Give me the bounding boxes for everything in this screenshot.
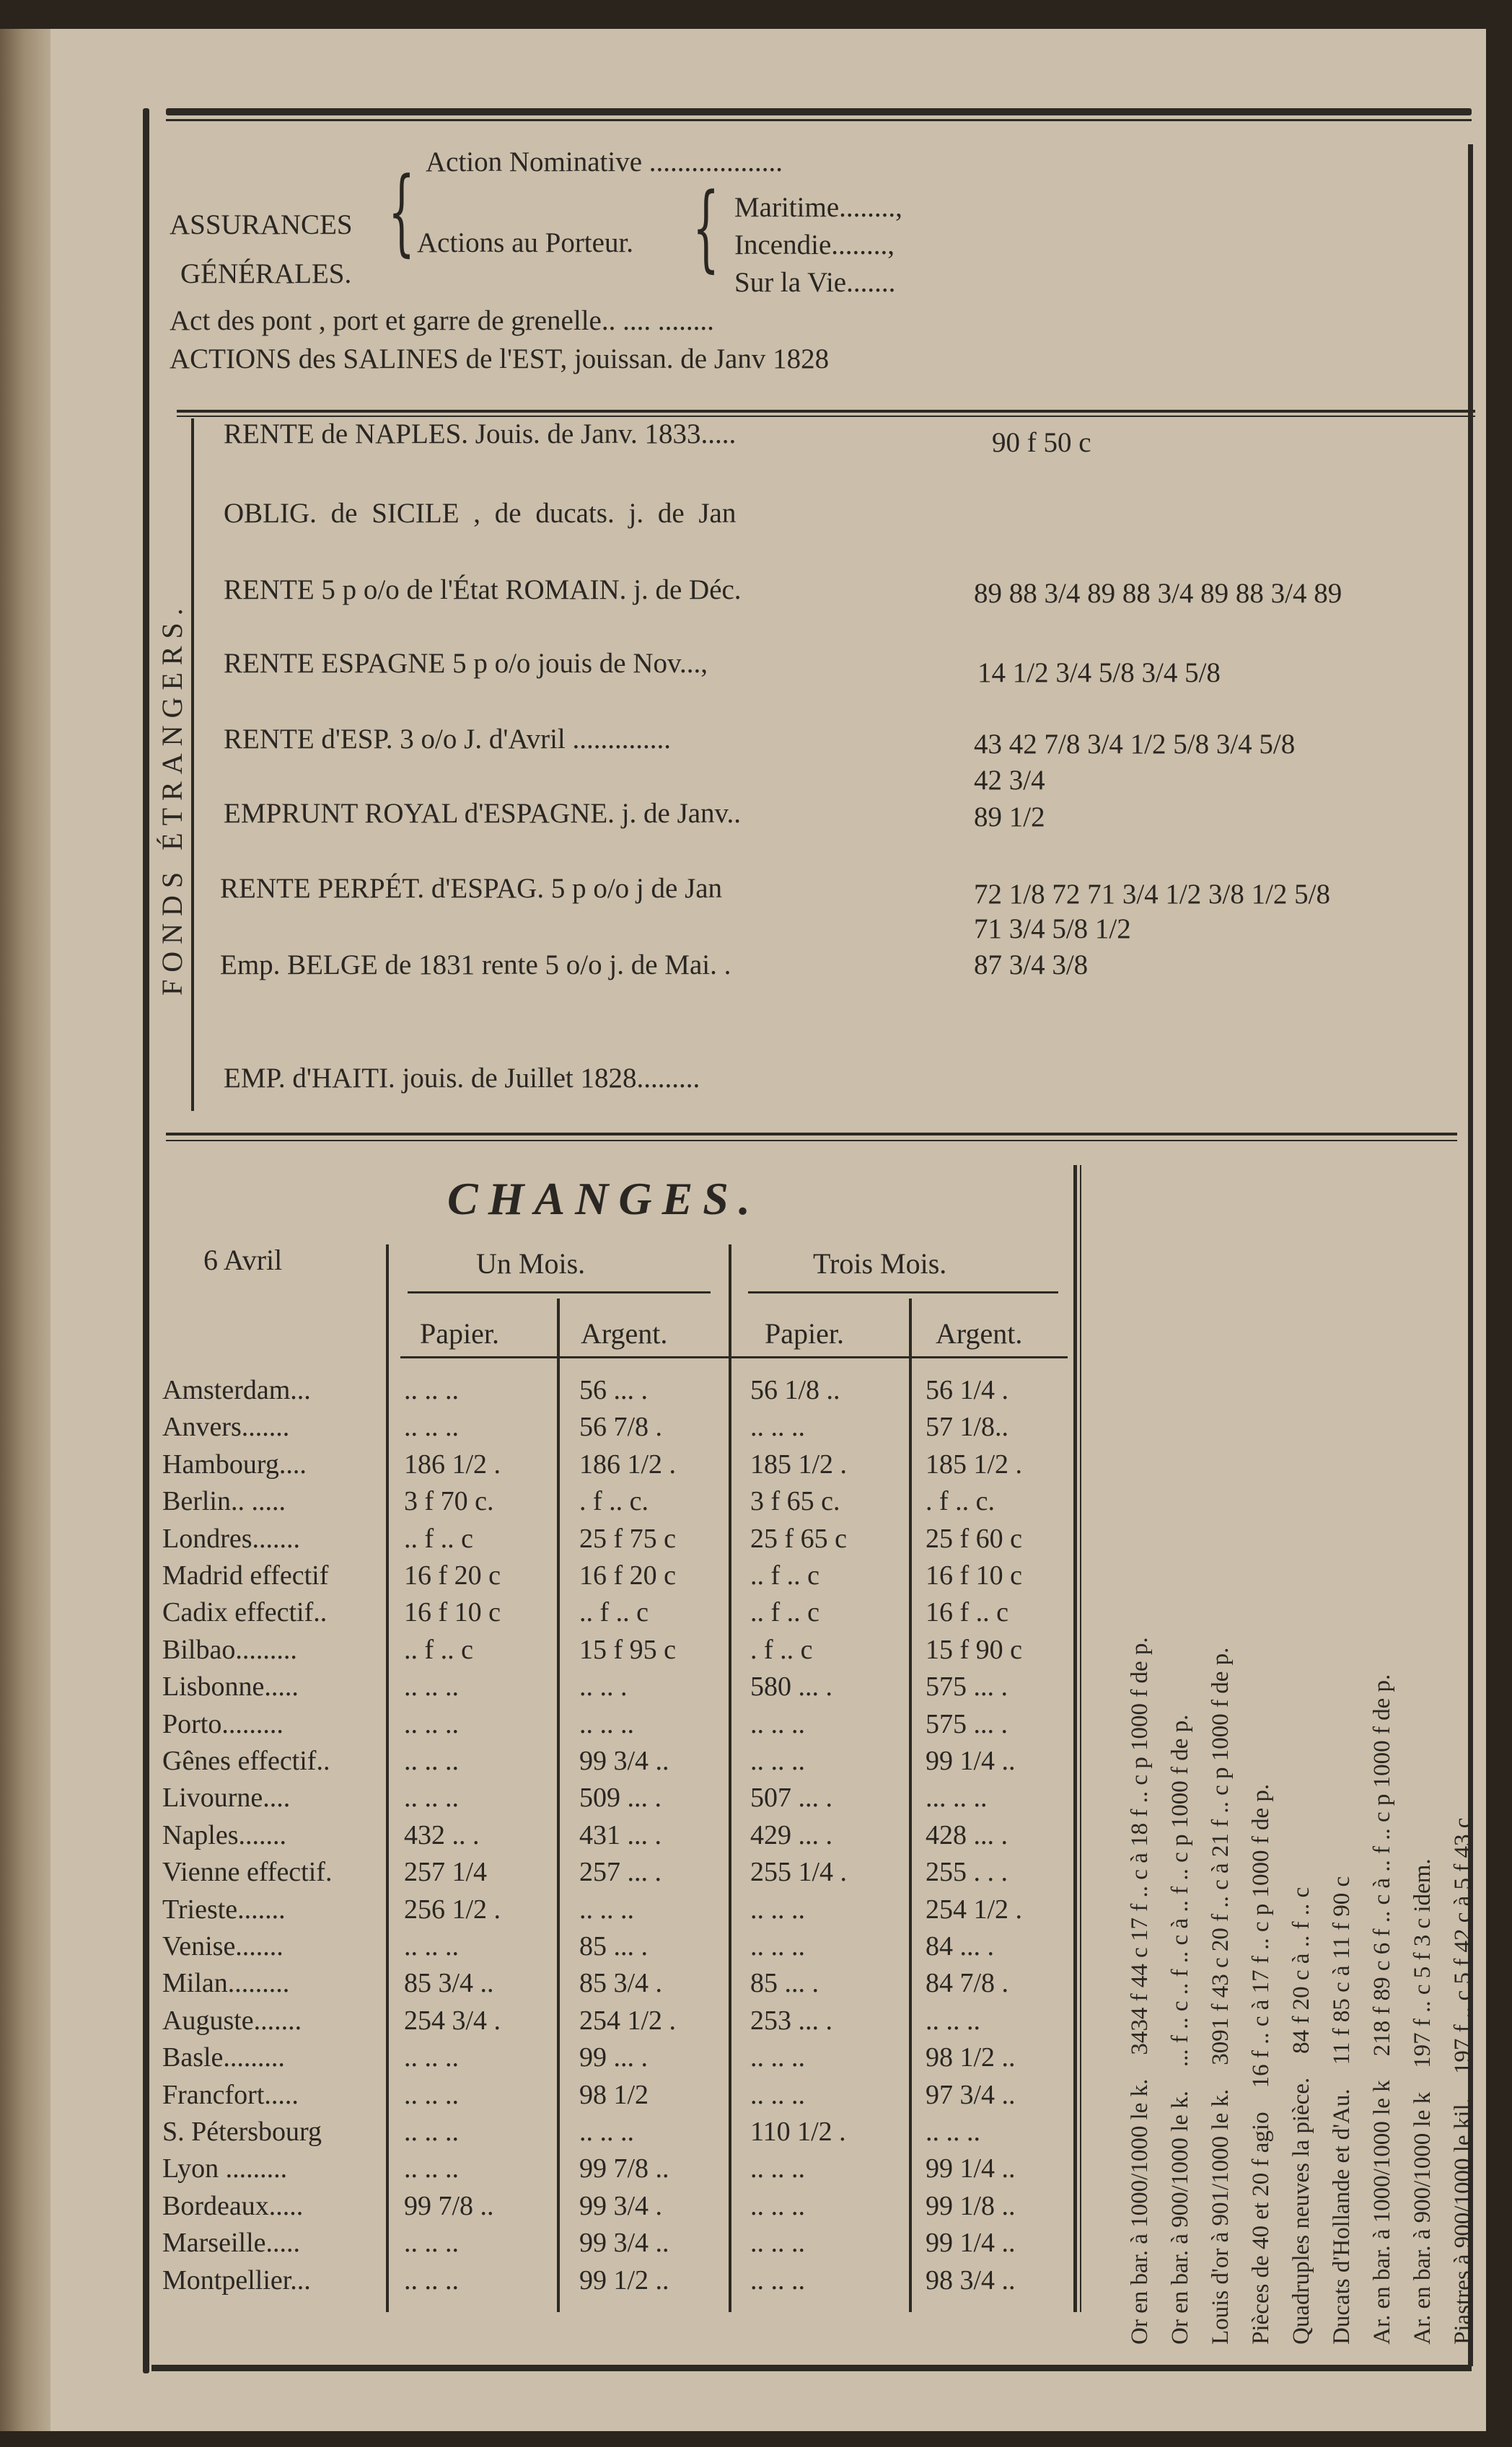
- un-mois-argent-cell: .. .. ..: [579, 1894, 634, 1925]
- trois-mois-argent-cell: 99 1/4 ..: [926, 1746, 1016, 1776]
- trois-mois-argent-cell: 575 ... .: [926, 1708, 1008, 1739]
- metal-label: Ar. en bar. à 1000/1000 le k: [1369, 2080, 1395, 2345]
- city-cell: Madrid effectif: [162, 1560, 329, 1591]
- un-mois-papier-cell: .. .. ..: [404, 1375, 459, 1405]
- trois-mois-papier-cell: 253 ... .: [750, 2005, 832, 2036]
- fonds-row-name: EMP. d'HAITI. jouis. de Juillet 1828.........: [224, 1063, 700, 1094]
- argent-header-2: Argent.: [936, 1317, 1023, 1350]
- un-mois-argent-cell: 99 3/4 ..: [579, 2228, 669, 2259]
- un-mois-argent-cell: 431 ... .: [579, 1819, 662, 1850]
- city-cell: Bilbao.........: [162, 1634, 297, 1665]
- un-mois-papier-cell: 16 f 20 c: [404, 1560, 501, 1591]
- trois-mois-argent-cell: 16 f .. c: [926, 1597, 1009, 1628]
- metal-quote-column: [1369, 1674, 1396, 2345]
- fonds-row-value: 90 f 50 c: [992, 427, 1091, 458]
- city-cell: Venise.......: [162, 1931, 284, 1961]
- un-mois-papier-cell: .. .. ..: [404, 2117, 459, 2147]
- un-mois-papier-cell: .. .. ..: [404, 2153, 459, 2184]
- trois-mois-papier-cell: .. .. ..: [750, 2228, 805, 2259]
- un-mois-papier-cell: .. .. ..: [404, 1931, 459, 1961]
- metal-quote-column: [1248, 1784, 1275, 2345]
- un-mois-argent-cell: 25 f 75 c: [579, 1523, 677, 1554]
- trois-mois-argent-cell: 25 f 60 c: [926, 1523, 1023, 1554]
- un-mois-papier-cell: 3 f 70 c.: [404, 1486, 494, 1517]
- city-cell: Milan.........: [162, 1968, 290, 1999]
- metal-value: 3434 f 44 c 17 f .. c à 18 f .. c p 1000 f de p.: [1127, 1637, 1153, 2055]
- metal-label: Quadruples neuves la pièce.: [1288, 2077, 1314, 2345]
- un-mois-papier-cell: 99 7/8 ..: [404, 2190, 494, 2221]
- section-rule-fonds: [177, 410, 1475, 413]
- trois-mois-papier-cell: 110 1/2 .: [750, 2117, 846, 2147]
- fonds-row-value-cont: 42 3/4: [974, 765, 1045, 796]
- metal-quote-column: [1127, 1637, 1153, 2345]
- trois-mois-papier-cell: .. .. ..: [750, 1746, 805, 1776]
- metal-quote-column: [1208, 1648, 1234, 2345]
- un-mois-papier-cell: .. .. ..: [404, 2079, 459, 2110]
- fonds-row-name: OBLIG. de SICILE , de ducats. j. de Jan: [224, 498, 737, 529]
- col-divider-2: [557, 1299, 560, 2312]
- un-mois-argent-cell: 98 1/2: [579, 2079, 649, 2110]
- trois-mois-argent-cell: 575 ... .: [926, 1671, 1008, 1703]
- un-mois-papier-cell: 432 .. .: [404, 1819, 480, 1850]
- city-cell: Hambourg....: [162, 1449, 307, 1480]
- fonds-row-value: 89 1/2: [974, 801, 1045, 832]
- un-mois-papier-cell: 186 1/2 .: [404, 1449, 501, 1480]
- trois-mois-papier-cell: .. .. ..: [750, 2079, 805, 2110]
- trois-mois-papier-cell: .. .. ..: [750, 2190, 805, 2221]
- trois-mois-papier-cell: 25 f 65 c: [750, 1523, 848, 1554]
- metal-label: Pièces de 40 et 20 f agio: [1248, 2112, 1274, 2345]
- brace-porteur: {: [693, 172, 720, 282]
- un-mois-argent-cell: 56 7/8 .: [579, 1412, 663, 1443]
- fonds-side-rule: [191, 418, 194, 1111]
- un-mois-papier-cell: .. .. ..: [404, 1708, 459, 1739]
- city-cell: Anvers.......: [162, 1412, 290, 1443]
- city-cell: Naples.......: [162, 1819, 287, 1850]
- un-mois-argent-cell: 99 3/4 ..: [579, 1746, 669, 1776]
- col-divider-4: [909, 1299, 912, 2312]
- spacer: [1369, 2056, 1395, 2080]
- section-rule-changes: [166, 1133, 1457, 1135]
- trois-mois-argent-cell: .. .. ..: [926, 2005, 980, 2036]
- trois-mois-papier-cell: .. .. ..: [750, 2153, 805, 2184]
- city-cell: Vienne effectif.: [162, 1857, 333, 1888]
- un-mois-argent-cell: 257 ... .: [579, 1857, 662, 1888]
- un-mois-argent-cell: 16 f 20 c: [579, 1560, 677, 1591]
- metal-quote-column: [1329, 1876, 1355, 2345]
- un-mois-argent-cell: 15 f 95 c: [579, 1634, 677, 1665]
- metal-quote-column: [1450, 1818, 1477, 2345]
- spacer: [1410, 2068, 1436, 2092]
- brace-main: {: [388, 157, 416, 266]
- un-mois-papier-cell: .. .. ..: [404, 1746, 459, 1776]
- trois-mois-papier-cell: 507 ... .: [750, 1783, 832, 1814]
- col-divider-1: [386, 1244, 389, 2312]
- fonds-row-value: 87 3/4 3/8: [974, 949, 1089, 980]
- col-divider-3: [729, 1244, 731, 2312]
- actions-porteur-label: Actions au Porteur.: [417, 227, 634, 258]
- fonds-row-name: RENTE d'ESP. 3 o/o J. d'Avril ..............: [224, 724, 672, 755]
- top-rule: [166, 108, 1472, 115]
- metal-label: Ducats d'Hollande et d'Au.: [1329, 2088, 1355, 2345]
- un-mois-argent-cell: .. .. ..: [579, 1708, 634, 1739]
- city-cell: Londres.......: [162, 1523, 301, 1554]
- trois-mois-papier-cell: 3 f 65 c.: [750, 1486, 840, 1517]
- trois-mois-papier-cell: .. .. ..: [750, 1412, 805, 1443]
- spacer: [1208, 2065, 1234, 2089]
- trois-mois-argent-cell: 428 ... .: [926, 1819, 1008, 1850]
- un-mois-papier-cell: 256 1/2 .: [404, 1894, 501, 1925]
- fonds-row-value: 89 88 3/4 89 88 3/4 89 88 3/4 89: [974, 578, 1342, 609]
- fonds-row-value: 14 1/2 3/4 5/8 3/4 5/8: [977, 657, 1221, 688]
- fonds-row-value: 43 42 7/8 3/4 1/2 5/8 3/4 5/8: [974, 729, 1296, 760]
- metal-value: 3091 f 43 c 20 f .. c à 21 f .. c p 1000 f de p.: [1208, 1647, 1234, 2065]
- top-rule-thin: [166, 119, 1472, 121]
- trois-mois-papier-cell: .. .. ..: [750, 1894, 805, 1925]
- un-mois-papier-cell: 85 3/4 ..: [404, 1968, 494, 1999]
- bottom-rule: [151, 2365, 1472, 2371]
- city-cell: Auguste.......: [162, 2005, 302, 2036]
- metal-label: Louis d'or à 901/1000 le k.: [1208, 2088, 1234, 2345]
- col-divider-5b: [1080, 1165, 1081, 2312]
- trois-mois-argent-cell: 16 f 10 c: [926, 1560, 1023, 1591]
- metal-value: 16 f .. c à 17 f .. c p 1000 f de p.: [1248, 1783, 1274, 2088]
- action-nominative: Action Nominative ...................: [426, 146, 783, 177]
- papier-header-1: Papier.: [420, 1317, 499, 1350]
- trois-mois-argent-cell: 98 1/2 ..: [926, 2042, 1016, 2073]
- city-cell: Livourne....: [162, 1783, 291, 1814]
- trois-mois-argent-cell: 84 ... .: [926, 1931, 994, 1961]
- metal-label: Or en bar. à 1000/1000 le k.: [1127, 2078, 1153, 2345]
- fonds-row-value-cont: 71 3/4 5/8 1/2: [974, 913, 1131, 944]
- city-cell: Basle.........: [162, 2042, 285, 2073]
- metal-value: ... f .. c .. f .. c à .. f .. c p 1000 f de p.: [1167, 1714, 1193, 2068]
- trois-mois-argent-cell: 15 f 90 c: [926, 1634, 1023, 1665]
- trois-mois-argent-cell: 254 1/2 .: [926, 1894, 1023, 1925]
- un-mois-argent-cell: 99 7/8 ..: [579, 2153, 669, 2184]
- trois-mois-papier-cell: 85 ... .: [750, 1968, 819, 1999]
- un-mois-papier-cell: .. f .. c: [404, 1634, 474, 1665]
- trois-mois-argent-cell: .. .. ..: [926, 2117, 980, 2147]
- fonds-row-name: EMPRUNT ROYAL d'ESPAGNE. j. de Janv..: [224, 798, 742, 829]
- fonds-etrangers-label: FONDS ÉTRANGERS.: [156, 601, 188, 996]
- city-cell: Cadix effectif..: [162, 1597, 328, 1628]
- un-mois-argent-cell: 254 1/2 .: [579, 2005, 677, 2036]
- un-mois-argent-cell: 99 3/4 .: [579, 2190, 663, 2221]
- city-cell: Francfort.....: [162, 2079, 299, 2110]
- argent-header-1: Argent.: [581, 1317, 668, 1350]
- trois-mois-papier-cell: . f .. c: [750, 1634, 813, 1665]
- city-cell: Lisbonne.....: [162, 1671, 299, 1703]
- left-rule: [143, 108, 149, 2373]
- trois-mois-papier-cell: .. .. ..: [750, 2264, 805, 2296]
- trois-mois-argent-cell: . f .. c.: [926, 1486, 995, 1517]
- city-cell: Trieste.......: [162, 1894, 286, 1925]
- city-cell: Gênes effectif..: [162, 1746, 330, 1776]
- section-rule-changes-thin: [166, 1140, 1457, 1141]
- changes-date: 6 Avril: [203, 1244, 283, 1276]
- metal-value: 84 f 20 c à .. f .. c: [1288, 1886, 1314, 2054]
- col-divider-5: [1073, 1165, 1077, 2312]
- un-mois-papier-cell: .. f .. c: [404, 1523, 474, 1554]
- trois-mois-argent-cell: 99 1/8 ..: [926, 2190, 1016, 2221]
- pont-actions: Act des pont , port et garre de grenelle.. .... ........: [170, 305, 714, 336]
- un-mois-argent-cell: . f .. c.: [579, 1486, 649, 1517]
- metal-value: 197 f .. c 5 f 42 c à 5 f 43 c: [1450, 1817, 1476, 2075]
- city-cell: Porto.........: [162, 1708, 284, 1739]
- metal-label: Or en bar. à 900/1000 le k.: [1167, 2091, 1193, 2345]
- un-mois-argent-cell: 509 ... .: [579, 1783, 662, 1814]
- city-cell: Lyon .........: [162, 2153, 288, 2184]
- generales-label: GÉNÉRALES.: [180, 258, 352, 289]
- salines-actions: ACTIONS des SALINES de l'EST, jouissan. de Janv 1828: [170, 343, 830, 374]
- maritime-item: Maritime........,: [734, 192, 902, 223]
- un-mois-argent-cell: 85 3/4 .: [579, 1968, 663, 1999]
- fonds-row-name: RENTE de NAPLES. Jouis. de Janv. 1833.....: [224, 418, 737, 449]
- metal-quote-column: [1410, 1858, 1436, 2345]
- city-cell: Montpellier...: [162, 2264, 311, 2296]
- vie-item: Sur la Vie.......: [734, 267, 896, 298]
- un-mois-argent-cell: 56 ... .: [579, 1375, 648, 1405]
- trois-mois-argent-cell: 84 7/8 .: [926, 1968, 1009, 1999]
- un-mois-papier-cell: 16 f 10 c: [404, 1597, 501, 1628]
- un-mois-papier-cell: .. .. ..: [404, 2264, 459, 2296]
- un-mois-papier-cell: 254 3/4 .: [404, 2005, 501, 2036]
- un-mois-argent-cell: 85 ... .: [579, 1931, 648, 1961]
- trois-mois-argent-cell: 185 1/2 .: [926, 1449, 1023, 1480]
- un-mois-argent-cell: .. .. .: [579, 1671, 628, 1703]
- spacer: [1450, 2074, 1476, 2098]
- section-rule-fonds-thin: [177, 416, 1475, 417]
- trois-mois-papier-cell: .. .. ..: [750, 1931, 805, 1961]
- trois-mois-papier-cell: .. .. ..: [750, 1708, 805, 1739]
- city-cell: Amsterdam...: [162, 1375, 311, 1405]
- trois-mois-argent-cell: ... .. ..: [926, 1783, 988, 1814]
- metal-value: 11 f 85 c à 11 f 90 c: [1329, 1876, 1355, 2065]
- un-mois-header: Un Mois.: [476, 1247, 586, 1280]
- trois-mois-argent-cell: 99 1/4 ..: [926, 2153, 1016, 2184]
- city-cell: Bordeaux.....: [162, 2190, 304, 2221]
- trois-mois-papier-cell: 429 ... .: [750, 1819, 832, 1850]
- incendie-item: Incendie........,: [734, 229, 895, 260]
- metal-label: Piastres à 900/1000 le kil.: [1450, 2098, 1476, 2345]
- city-cell: Berlin.. .....: [162, 1486, 286, 1517]
- metal-value: 197 f .. c 5 f 3 c idem.: [1410, 1858, 1436, 2068]
- un-mois-papier-cell: 257 1/4: [404, 1857, 488, 1888]
- fonds-row-value: 72 1/8 72 71 3/4 1/2 3/8 1/2 5/8: [974, 879, 1331, 910]
- un-mois-argent-cell: 186 1/2 .: [579, 1449, 677, 1480]
- un-mois-papier-cell: .. .. ..: [404, 1783, 459, 1814]
- un-mois-papier-cell: .. .. ..: [404, 2042, 459, 2073]
- un-mois-argent-cell: .. f .. c: [579, 1597, 649, 1628]
- city-cell: S. Pétersbourg: [162, 2117, 322, 2147]
- metal-label: Ar. en bar. à 900/1000 le k: [1410, 2091, 1436, 2345]
- trois-mois-papier-cell: 185 1/2 .: [750, 1449, 848, 1480]
- papier-header-2: Papier.: [765, 1317, 844, 1350]
- trois-mois-underline: [748, 1291, 1058, 1293]
- metal-quote-column: [1288, 1887, 1315, 2345]
- un-mois-underline: [408, 1291, 711, 1293]
- fonds-row-name: RENTE 5 p o/o de l'État ROMAIN. j. de Déc.: [224, 574, 742, 605]
- trois-mois-papier-cell: 56 1/8 ..: [750, 1375, 840, 1405]
- un-mois-papier-cell: .. .. ..: [404, 2228, 459, 2259]
- trois-mois-papier-cell: .. .. ..: [750, 2042, 805, 2073]
- spacer: [1248, 2088, 1274, 2112]
- metal-value: 218 f 89 c 6 f .. c à .. f .. c p 1000 f de p.: [1369, 1674, 1395, 2057]
- trois-mois-argent-cell: 97 3/4 ..: [926, 2079, 1016, 2110]
- spacer: [1288, 2054, 1314, 2078]
- trois-mois-argent-cell: 56 1/4 .: [926, 1375, 1009, 1405]
- un-mois-argent-cell: .. .. ..: [579, 2117, 634, 2147]
- trois-mois-argent-cell: 57 1/8..: [926, 1412, 1009, 1443]
- metal-quote-column: [1167, 1715, 1194, 2345]
- city-cell: Marseille.....: [162, 2228, 301, 2259]
- trois-mois-argent-cell: 255 . . .: [926, 1857, 1008, 1888]
- trois-mois-papier-cell: .. f .. c: [750, 1597, 820, 1628]
- trois-mois-papier-cell: 580 ... .: [750, 1671, 832, 1703]
- changes-title: CHANGES.: [447, 1173, 760, 1224]
- spacer: [1167, 2067, 1193, 2091]
- fonds-row-name: Emp. BELGE de 1831 rente 5 o/o j. de Mai. .: [220, 949, 731, 980]
- un-mois-argent-cell: 99 1/2 ..: [579, 2264, 669, 2296]
- trois-mois-header: Trois Mois.: [813, 1247, 947, 1280]
- fonds-row-name: RENTE PERPÉT. d'ESPAG. 5 p o/o j de Jan: [220, 873, 723, 904]
- assurances-label: ASSURANCES: [170, 209, 353, 240]
- un-mois-argent-cell: 99 ... .: [579, 2042, 648, 2073]
- trois-mois-papier-cell: 255 1/4 .: [750, 1857, 848, 1888]
- un-mois-papier-cell: .. .. ..: [404, 1671, 459, 1703]
- trois-mois-papier-cell: .. f .. c: [750, 1560, 820, 1591]
- fonds-row-name: RENTE ESPAGNE 5 p o/o jouis de Nov...,: [224, 648, 708, 679]
- header-underline: [400, 1356, 1068, 1358]
- un-mois-papier-cell: .. .. ..: [404, 1412, 459, 1443]
- spacer: [1127, 2055, 1153, 2079]
- trois-mois-argent-cell: 98 3/4 ..: [926, 2264, 1016, 2296]
- trois-mois-argent-cell: 99 1/4 ..: [926, 2228, 1016, 2259]
- spacer: [1329, 2065, 1355, 2088]
